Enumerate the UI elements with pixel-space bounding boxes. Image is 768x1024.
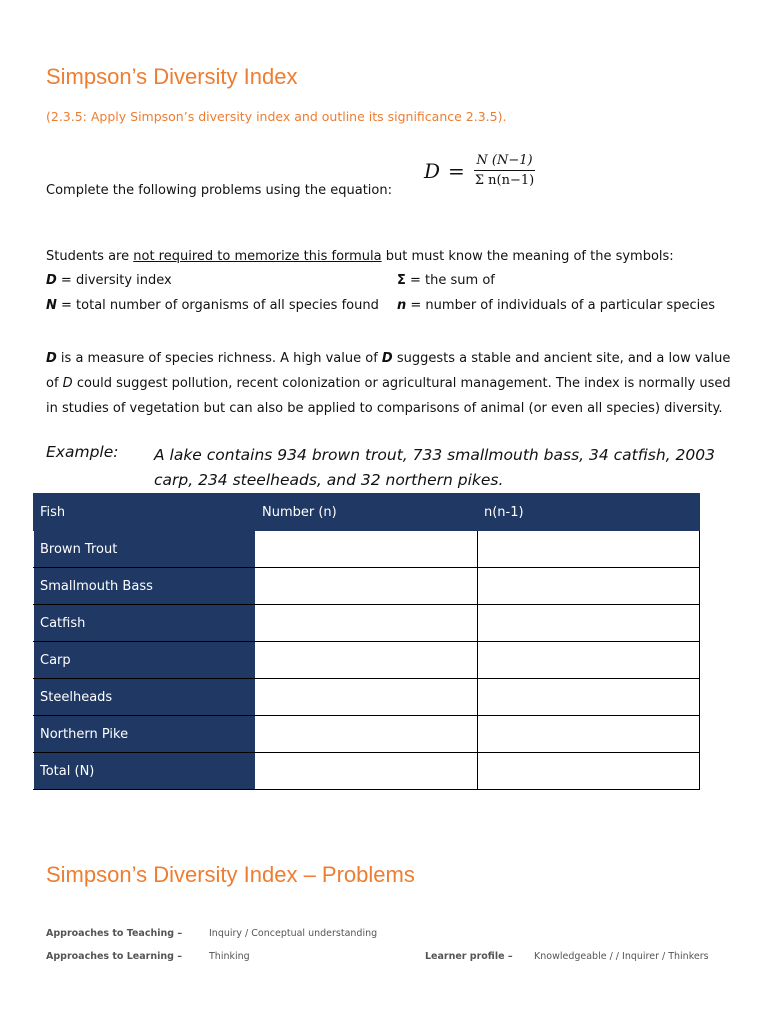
n-n-minus-1-cell[interactable]	[478, 679, 700, 716]
approaches-teaching-label: Approaches to Teaching –	[46, 928, 183, 939]
n-n-minus-1-cell[interactable]	[478, 642, 700, 679]
example-text: A lake contains 934 brown trout, 733 smallmouth bass, 34 catfish, 2003 carp, 234 steelheads, and 32 northern pikes.	[154, 446, 715, 489]
row-label: Northern Pike	[34, 716, 256, 753]
symbols-intro-before: Students are	[46, 249, 134, 264]
n-n-minus-1-cell[interactable]	[478, 531, 700, 568]
symbol-n-total: N	[46, 298, 57, 313]
row-label: Carp	[34, 642, 256, 679]
formula-denominator: Σ n(n−1)	[474, 173, 535, 188]
formula-numerator: N (N−1)	[474, 153, 534, 171]
table-row	[34, 753, 700, 790]
para-sym-2: D	[381, 351, 393, 366]
row-label: Total (N)	[34, 753, 256, 790]
para-text-2: suggests a stable and ancient site, and a low value of	[46, 351, 731, 391]
symbol-definition-d	[46, 273, 172, 289]
number-cell[interactable]	[256, 568, 478, 605]
problems-section-title: Simpson’s Diversity Index – Problems	[46, 862, 415, 887]
row-label: Brown Trout	[34, 531, 256, 568]
n-n-minus-1-cell[interactable]	[478, 716, 700, 753]
symbol-sigma: Σ	[397, 273, 406, 288]
number-cell[interactable]	[256, 605, 478, 642]
table-row	[34, 605, 700, 642]
symbol-definition-n-total	[46, 298, 379, 314]
table-row	[34, 568, 700, 605]
number-cell[interactable]	[256, 716, 478, 753]
symbols-intro-underlined: not required to memorize this formula	[133, 249, 382, 264]
para-text-3: could suggest pollution, recent colonization or agricultural management. The index is normally used in studies of vegetation but can also be applied to comparisons of animal (or even all species) diversity.	[46, 376, 731, 416]
number-cell[interactable]	[256, 753, 478, 790]
simpson-formula	[424, 153, 536, 188]
formula-equals: =	[448, 158, 465, 183]
symbol-n-species: n	[397, 298, 407, 313]
symbol-d-text: = diversity index	[56, 273, 172, 288]
symbol-n-species-text: = number of individuals of a particular species	[406, 298, 715, 313]
approaches-learning-value: Thinking	[209, 951, 250, 962]
learner-profile-value: Knowledgeable / / Inquirer / Thinkers	[534, 951, 709, 962]
number-cell[interactable]	[256, 642, 478, 679]
example-label: Example:	[46, 443, 119, 461]
table-row	[34, 679, 700, 716]
para-sym-3: D	[62, 376, 73, 391]
page-subtitle: (2.3.5: Apply Simpson’s diversity index and outline its significance 2.3.5).	[46, 109, 507, 124]
symbols-intro	[46, 249, 674, 265]
number-cell[interactable]	[256, 531, 478, 568]
para-text-1: is a measure of species richness. A high value of	[56, 351, 382, 366]
row-label: Catfish	[34, 605, 256, 642]
formula-fraction	[473, 153, 536, 188]
row-label: Steelheads	[34, 679, 256, 716]
table-row	[34, 531, 700, 568]
approaches-teaching-value: Inquiry / Conceptual understanding	[209, 928, 378, 939]
symbol-n-total-text: = total number of organisms of all species found	[56, 298, 379, 313]
formula-lhs: D	[424, 158, 441, 183]
para-sym-1: D	[46, 351, 57, 366]
header-n-n-minus-1: n(n-1)	[478, 494, 700, 531]
learner-profile-label: Learner profile –	[425, 951, 513, 962]
table-header-row	[34, 494, 700, 531]
header-fish: Fish	[34, 494, 256, 531]
symbol-d: D	[46, 273, 57, 288]
table-row	[34, 716, 700, 753]
symbols-intro-after: but must know the meaning of the symbols:	[381, 249, 674, 264]
n-n-minus-1-cell[interactable]	[478, 605, 700, 642]
description-paragraph	[46, 346, 736, 421]
fish-table	[33, 493, 700, 790]
n-n-minus-1-cell[interactable]	[478, 753, 700, 790]
approaches-learning-label: Approaches to Learning –	[46, 951, 182, 962]
n-n-minus-1-cell[interactable]	[478, 568, 700, 605]
symbol-definition-n-species	[397, 298, 715, 314]
number-cell[interactable]	[256, 679, 478, 716]
header-number: Number (n)	[256, 494, 478, 531]
table-row	[34, 642, 700, 679]
symbol-sigma-text: = the sum of	[405, 273, 495, 288]
symbol-definition-sigma	[397, 273, 495, 289]
instruction-text: Complete the following problems using the equation:	[46, 183, 392, 198]
page-title: Simpson’s Diversity Index	[46, 64, 298, 89]
row-label: Smallmouth Bass	[34, 568, 256, 605]
